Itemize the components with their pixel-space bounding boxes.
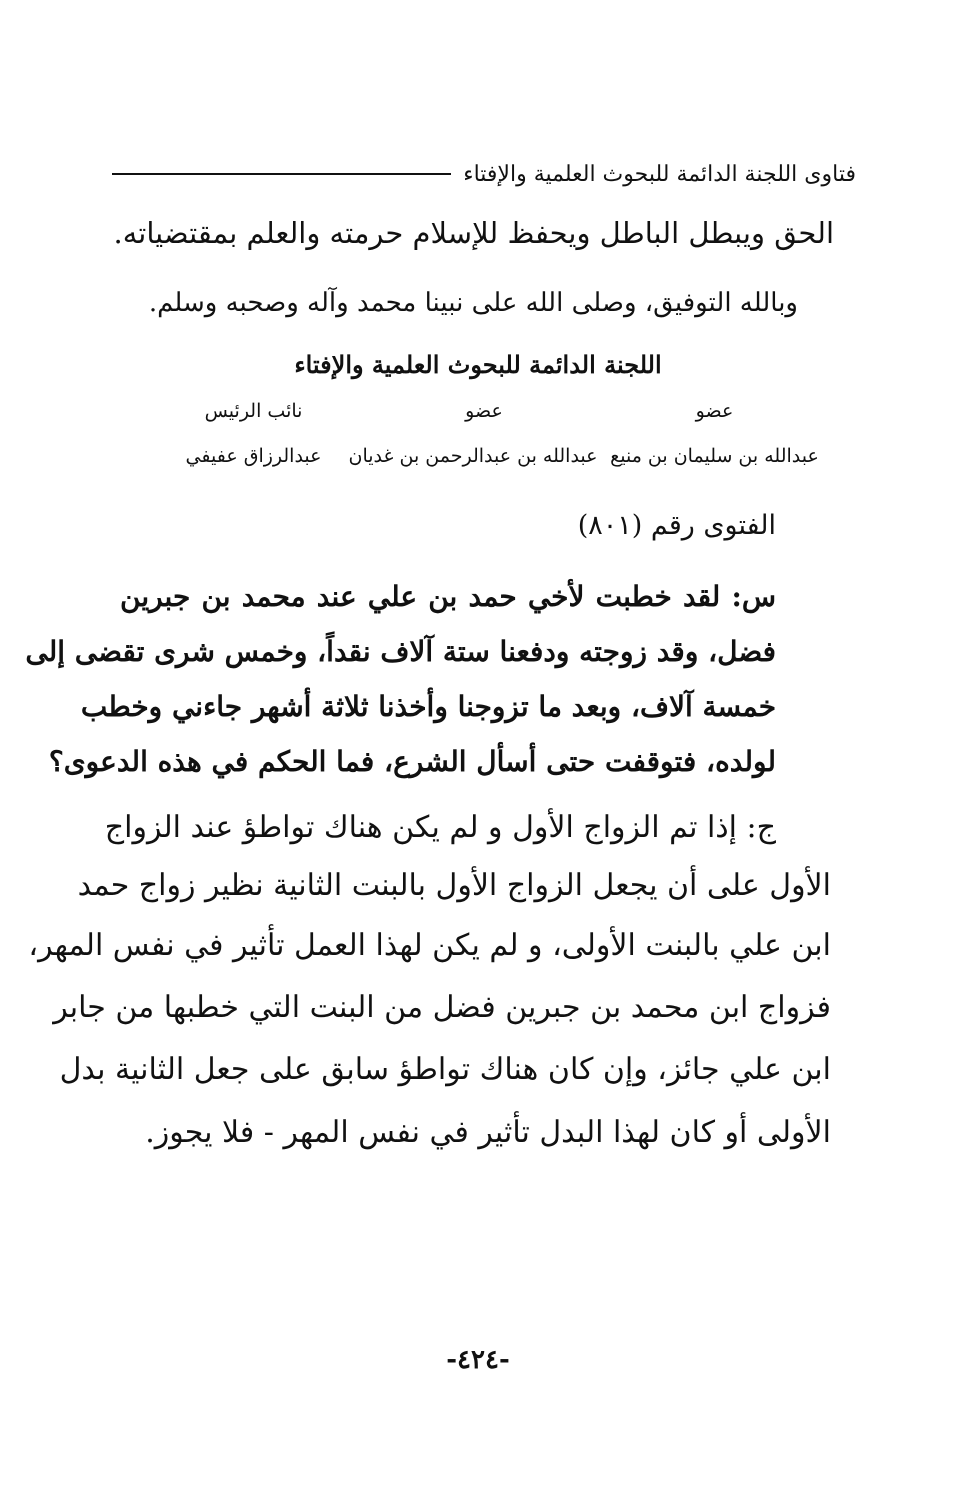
signature-roles [140, 400, 828, 422]
paragraph-continuation: الحق ويبطل الباطل ويحفظ للإسلام حرمته والعلم بمقتضياته. [113, 216, 834, 250]
signatory-name: عبدالله بن عبدالرحمن بن غديان [348, 445, 598, 467]
committee-name: اللجنة الدائمة للبحوث العلمية والإفتاء [294, 350, 662, 379]
signature-role: عضو [695, 400, 734, 422]
page-number: -٤٢٤- [446, 1345, 510, 1375]
closing-prayer: وبالله التوفيق، وصلى الله على نبينا محمد وآله وصحبه وسلم. [148, 288, 798, 318]
signatory-name: عبدالله بن سليمان بن منيع [610, 445, 819, 467]
signatory-name: عبدالرزاق عفيفي [185, 445, 322, 467]
answer-line: ج: إذا تم الزواج الأول و لم يكن هناك تواطؤ عند الزواج [104, 810, 776, 845]
header-title: فتاوى اللجنة الدائمة للبحوث العلمية والإفتاء [463, 161, 856, 187]
running-header [112, 152, 856, 196]
answer-line: الأول على أن يجعل الزواج الأول بالبنت الثانية نظير زواج حمد [77, 868, 831, 903]
answer-line: ابن علي جائز، وإن كان هناك تواطؤ سابق على جعل الثانية بدل [59, 1052, 831, 1087]
signature-role: نائب الرئيس [204, 400, 303, 422]
answer-line: الأولى أو كان لهذا البدل تأثير في نفس المهر - فلا يجوز. [145, 1115, 831, 1150]
signature-role: عضو [465, 400, 503, 422]
answer-line: ابن علي بالبنت الأولى، و لم يكن لهذا العمل تأثير في نفس المهر، [28, 928, 831, 963]
fatwa-number: الفتوى رقم (٨٠١) [577, 510, 776, 541]
question-line: س: لقد خطبت لأخي حمد بن علي عند محمد بن جبرين [120, 580, 776, 613]
answer-line: فزواج ابن محمد بن جبرين فضل من البنت التي خطبها من جابر [53, 990, 831, 1025]
question-line: لولده، فتوقفت حتى أسأل الشرع، فما الحكم في هذه الدعوى؟ [48, 745, 776, 778]
header-rule [112, 173, 451, 175]
question-line: فضل، وقد زوجته ودفعنا ستة آلاف نقداً، وخمس شرى تقضى إلى [25, 635, 776, 668]
signature-names [140, 445, 828, 467]
question-line: خمسة آلاف، وبعد ما تزوجنا وأخذنا ثلاثة أشهر جاءني وخطب [80, 690, 776, 723]
